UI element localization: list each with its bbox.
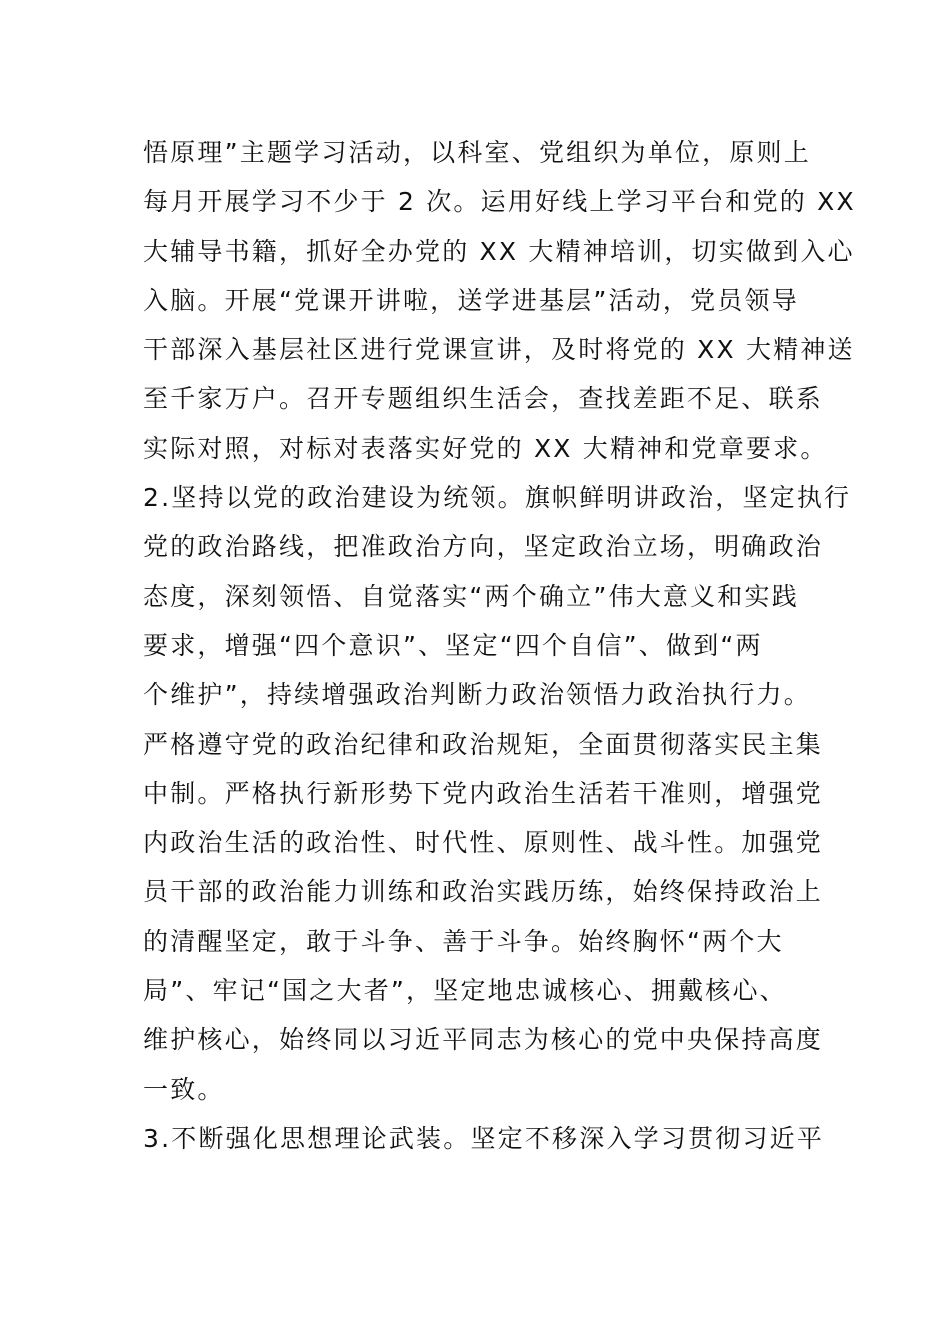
text-line: 维护核心，始终同以习近平同志为核心的党中央保持高度 xyxy=(143,1025,824,1055)
text-line: 实际对照，对标对表落实好党的 XX 大精神和党章要求。 xyxy=(143,433,828,463)
text-line: 态度，深刻领悟、自觉落实“两个确立”伟大意义和实践 xyxy=(143,581,799,611)
text-line: 要求，增强“四个意识”、坚定“四个自信”、做到“两 xyxy=(143,630,763,660)
text-line: 个维护”，持续增强政治判断力政治领悟力政治执行力。 xyxy=(143,680,811,710)
text-line: 严格遵守党的政治纪律和政治规矩，全面贯彻落实民主集 xyxy=(143,729,824,759)
text-line: 至千家万户。召开专题组织生活会，查找差距不足、联系 xyxy=(143,384,824,414)
section-heading-line: 2.坚持以党的政治建设为统领。旗帜鲜明讲政治，坚定执行 xyxy=(143,483,852,513)
text-line: 员干部的政治能力训练和政治实践历练，始终保持政治上 xyxy=(143,877,824,907)
text-line: 的清醒坚定，敢于斗争、善于斗争。始终胸怀“两个大 xyxy=(143,926,784,956)
section-heading-line: 3.不断强化思想理论武装。坚定不移深入学习贯彻习近平 xyxy=(143,1123,825,1153)
text-line: 一致。 xyxy=(143,1074,225,1104)
text-line: 党的政治路线，把准政治方向，坚定政治立场，明确政治 xyxy=(143,532,824,562)
text-line: 内政治生活的政治性、时代性、原则性、战斗性。加强党 xyxy=(143,828,824,858)
document-body xyxy=(143,128,856,1163)
text-line: 局”、牢记“国之大者”，坚定地忠诚核心、拥戴核心、 xyxy=(143,976,787,1006)
text-line: 中制。严格执行新形势下党内政治生活若干准则，增强党 xyxy=(143,778,824,808)
text-line: 干部深入基层社区进行党课宣讲，及时将党的 XX 大精神送 xyxy=(143,335,855,365)
text-line: 入脑。开展“党课开讲啦，送学进基层”活动，党员领导 xyxy=(143,285,799,315)
text-line: 每月开展学习不少于 2 次。运用好线上学习平台和党的 XX xyxy=(143,187,856,217)
text-line: 悟原理”主题学习活动，以科室、党组织为单位，原则上 xyxy=(143,138,811,167)
text-line: 大辅导书籍，抓好全办党的 XX 大精神培训，切实做到入心 xyxy=(143,236,855,266)
